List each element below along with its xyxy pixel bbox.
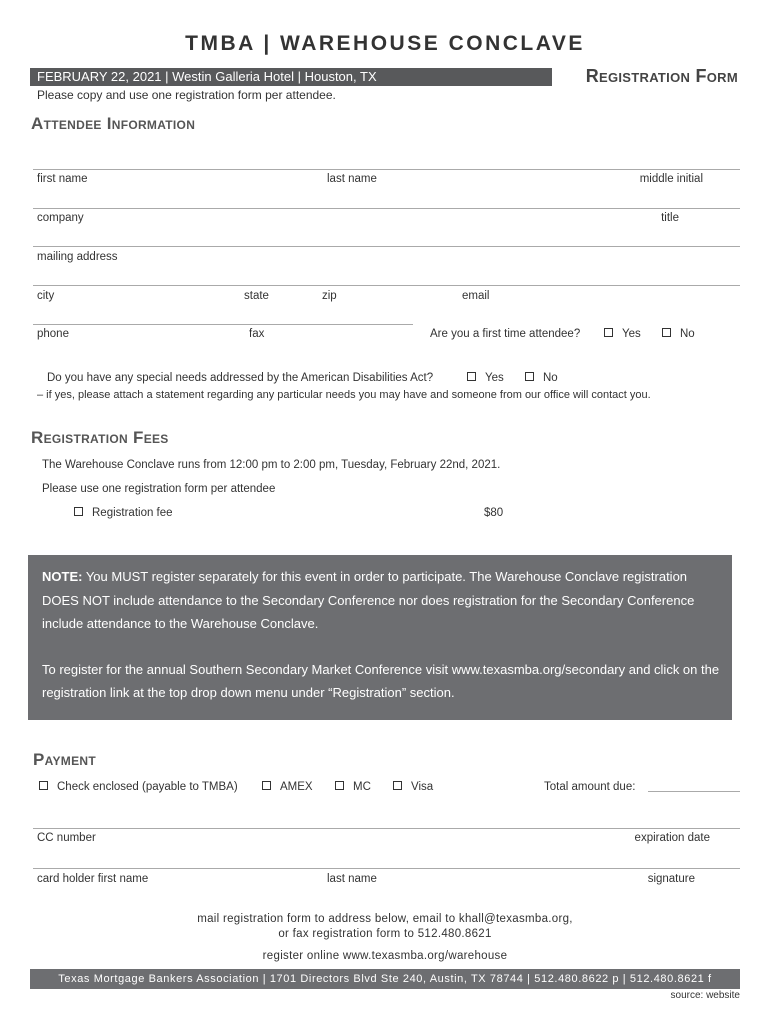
checkbox-no[interactable]: [662, 328, 671, 337]
payment-check[interactable]: Check enclosed (payable to TMBA): [39, 781, 238, 793]
payment-section-heading: Payment: [33, 750, 97, 769]
first-time-yes[interactable]: Yes: [604, 328, 641, 340]
register-online: register online www.texasmba.org/warehouse: [262, 950, 508, 962]
attendee-section-heading: Attendee Information: [31, 114, 196, 133]
ada-yes[interactable]: Yes: [467, 372, 504, 384]
copy-instruction: Please copy and use one registration form per attendee.: [37, 88, 336, 102]
registration-fee-option[interactable]: Registration fee: [74, 507, 173, 519]
address-bar: Texas Mortgage Bankers Association | 1701 Directors Blvd Ste 240, Austin, TX 78744 | 512.480.8622 p | 512.480.8621 f: [30, 969, 740, 989]
source-note: source: website: [670, 990, 740, 1001]
checkbox-yes[interactable]: [467, 372, 476, 381]
ada-question: Do you have any special needs addressed by the American Disabilities Act?: [47, 372, 434, 384]
payment-mc[interactable]: MC: [335, 781, 371, 793]
divider: [33, 246, 740, 247]
title-label: title: [661, 212, 679, 224]
email-label: email: [462, 290, 490, 302]
divider: [33, 828, 740, 829]
total-amount-line[interactable]: [648, 791, 740, 792]
fees-instruction: Please use one registration form per attendee: [42, 483, 276, 495]
middle-initial-label: middle initial: [639, 173, 703, 185]
divider: [33, 285, 740, 286]
note-prefix: NOTE:: [42, 569, 83, 584]
note-text: You MUST register separately for this event in order to participate. The Warehouse Conclave registration DOES NOT include attendance to the Secondary Conference nor does registration for the Secondary Conference include attendance to the Warehouse Conclave.: [42, 569, 695, 631]
divider: [33, 208, 740, 209]
card-holder-last-name-label: last name: [327, 873, 377, 885]
ada-note: – if yes, please attach a statement regarding any particular needs you may have and someone from our office will contact you.: [37, 389, 651, 401]
payment-visa[interactable]: Visa: [393, 781, 433, 793]
last-name-label: last name: [327, 173, 377, 185]
mailing-address-label: mailing address: [37, 251, 118, 263]
fees-section-heading: Registration Fees: [31, 428, 169, 447]
checkbox-mc[interactable]: [335, 781, 344, 790]
registration-form-label: Registration Form: [585, 66, 738, 86]
card-holder-first-name-label: card holder first name: [37, 873, 149, 885]
city-label: city: [37, 290, 55, 302]
cc-number-label: CC number: [37, 832, 96, 844]
checkbox-yes[interactable]: [604, 328, 613, 337]
company-label: company: [37, 212, 84, 224]
note-box: [28, 555, 732, 720]
zip-label: zip: [322, 290, 337, 302]
registration-fee-amount: $80: [484, 507, 504, 519]
secondary-conference-note: To register for the annual Southern Secondary Market Conference visit www.texasmba.org/secondary and click on the registration link at the top drop down menu under “Registration” section.: [42, 661, 720, 700]
mail-instructions-line1: mail registration form to address below, email to khall@texasmba.org,: [197, 913, 573, 925]
signature-label: signature: [647, 873, 695, 885]
ada-no[interactable]: No: [525, 372, 558, 384]
checkbox-registration-fee[interactable]: [74, 507, 83, 516]
total-amount-label: Total amount due:: [544, 781, 636, 793]
divider: [33, 169, 740, 170]
checkbox-visa[interactable]: [393, 781, 402, 790]
first-time-question: Are you a first time attendee?: [430, 328, 581, 340]
divider: [33, 324, 413, 325]
checkbox-check[interactable]: [39, 781, 48, 790]
mail-instructions-line2: or fax registration form to 512.480.8621: [278, 928, 492, 940]
state-label: state: [244, 290, 269, 302]
checkbox-amex[interactable]: [262, 781, 271, 790]
first-name-label: first name: [37, 173, 88, 185]
checkbox-no[interactable]: [525, 372, 534, 381]
payment-amex[interactable]: AMEX: [262, 781, 313, 793]
first-time-no[interactable]: No: [662, 328, 695, 340]
expiration-date-label: expiration date: [634, 832, 710, 844]
note-paragraph: [42, 565, 720, 636]
form-title: TMBA | WAREHOUSE CONCLAVE: [185, 32, 585, 55]
event-info-bar: FEBRUARY 22, 2021 | Westin Galleria Hotel | Houston, TX: [30, 68, 552, 86]
divider: [33, 868, 740, 869]
fax-label: fax: [249, 328, 265, 340]
phone-label: phone: [37, 328, 69, 340]
event-schedule: The Warehouse Conclave runs from 12:00 pm to 2:00 pm, Tuesday, February 22nd, 2021.: [42, 459, 501, 471]
